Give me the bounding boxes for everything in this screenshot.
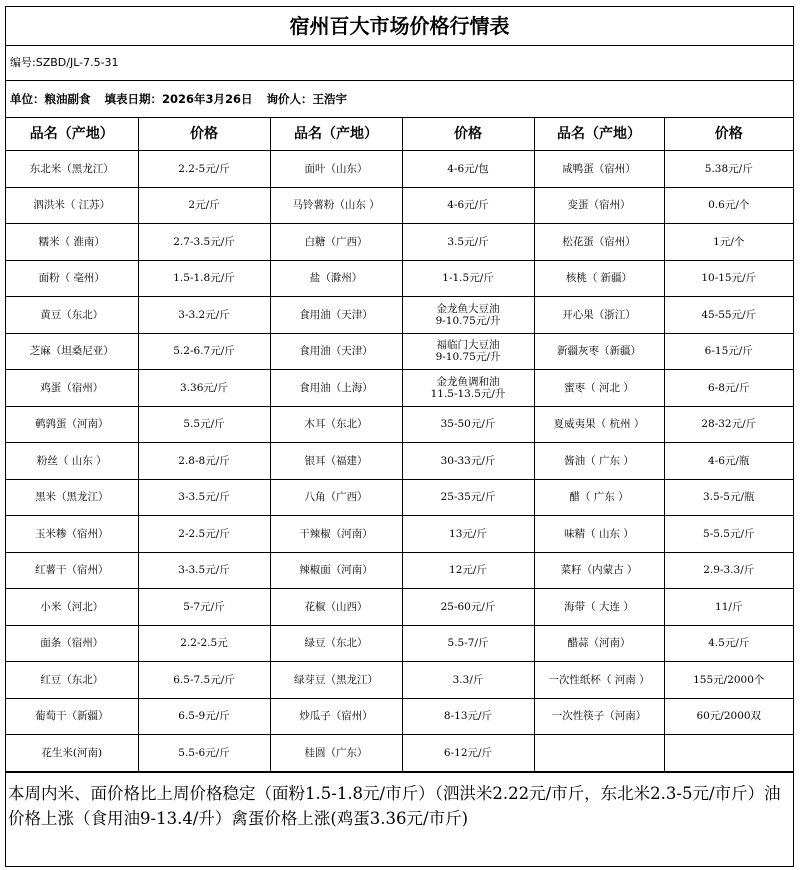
item-price: 2.2-5元/斤 xyxy=(138,151,270,188)
item-price: 福临门大豆油 9-10.75元/升 xyxy=(402,333,534,370)
item-price: 35-50元/斤 xyxy=(402,406,534,443)
column-header: 价格 xyxy=(664,118,793,151)
table-row xyxy=(6,479,793,516)
item-price: 3.5元/斤 xyxy=(402,224,534,261)
item-price: 3-3.5元/斤 xyxy=(138,552,270,589)
item-price: 13元/斤 xyxy=(402,516,534,553)
weekly-summary: 本周内米、面价格比上周价格稳定（面粉1.5-1.8元/市斤）（泗洪米2.22元/市斤，东北米2.3-5元/市斤）油价格上涨（食用油9-13.4/升）禽蛋价格上涨(鸡蛋3.36元/市斤) xyxy=(6,772,793,831)
item-price: 155元/2000个 xyxy=(664,662,793,699)
item-name: 粉丝（ 山东 ） xyxy=(6,443,138,480)
item-price: 金龙鱼大豆油 9-10.75元/升 xyxy=(402,297,534,334)
item-price: 3-3.2元/斤 xyxy=(138,297,270,334)
item-price: 6-8元/斤 xyxy=(664,370,793,407)
item-name: 八角（广西） xyxy=(270,479,402,516)
item-price xyxy=(664,735,793,772)
table-row xyxy=(6,698,793,735)
item-price: 4.5元/斤 xyxy=(664,625,793,662)
item-name: 咸鸭蛋（宿州） xyxy=(534,151,664,188)
item-name: 开心果（浙江） xyxy=(534,297,664,334)
item-price: 5.5元/斤 xyxy=(138,406,270,443)
item-name: 食用油（上海） xyxy=(270,370,402,407)
item-name: 木耳（东北） xyxy=(270,406,402,443)
item-price: 0.6元/个 xyxy=(664,187,793,224)
item-price: 5.38元/斤 xyxy=(664,151,793,188)
item-price: 8-13元/斤 xyxy=(402,698,534,735)
item-price: 12元/斤 xyxy=(402,552,534,589)
item-price: 2.8-8元/斤 xyxy=(138,443,270,480)
item-price: 6.5-9元/斤 xyxy=(138,698,270,735)
item-price: 28-32元/斤 xyxy=(664,406,793,443)
item-name: 银耳（福建） xyxy=(270,443,402,480)
item-price: 30-33元/斤 xyxy=(402,443,534,480)
item-name: 桂圆（广东） xyxy=(270,735,402,772)
item-price: 10-15元/斤 xyxy=(664,260,793,297)
item-price: 3.36元/斤 xyxy=(138,370,270,407)
item-name: 核桃（ 新疆） xyxy=(534,260,664,297)
inquirer: 询价人：王浩宇 xyxy=(266,92,348,106)
table-header-row xyxy=(6,118,793,151)
item-name: 玉米糁（宿州） xyxy=(6,516,138,553)
item-name: 醋蒜（河南） xyxy=(534,625,664,662)
column-header: 品名（产地） xyxy=(270,118,402,151)
item-name: 食用油（天津） xyxy=(270,333,402,370)
item-name: 盐（滁州） xyxy=(270,260,402,297)
item-name: 花生米(河南) xyxy=(6,735,138,772)
item-name: 面叶（山东） xyxy=(270,151,402,188)
item-name: 葡萄干（新疆） xyxy=(6,698,138,735)
item-price: 45-55元/斤 xyxy=(664,297,793,334)
item-price: 1元/个 xyxy=(664,224,793,261)
item-price: 5.5-7/斤 xyxy=(402,625,534,662)
item-price: 4-6元/瓶 xyxy=(664,443,793,480)
item-price: 6-15元/斤 xyxy=(664,333,793,370)
item-name: 芝麻（坦桑尼亚） xyxy=(6,333,138,370)
item-name: 泗洪米（ 江苏） xyxy=(6,187,138,224)
table-row xyxy=(6,735,793,772)
item-price: 11/斤 xyxy=(664,589,793,626)
item-name: 花椒（山西） xyxy=(270,589,402,626)
item-price: 金龙鱼调和油 11.5-13.5元/升 xyxy=(402,370,534,407)
item-price: 4-6元/斤 xyxy=(402,187,534,224)
item-name: 糯米（ 淮南） xyxy=(6,224,138,261)
item-name: 菜籽（内蒙古 ） xyxy=(534,552,664,589)
item-price: 3.3/斤 xyxy=(402,662,534,699)
item-name: 鸡蛋（宿州） xyxy=(6,370,138,407)
item-name: 面粉（ 亳州） xyxy=(6,260,138,297)
table-row xyxy=(6,260,793,297)
item-name: 红豆（东北） xyxy=(6,662,138,699)
item-name: 辣椒面（河南） xyxy=(270,552,402,589)
column-header: 价格 xyxy=(402,118,534,151)
item-name: 马铃薯粉（山东 ） xyxy=(270,187,402,224)
fill-date: 填表日期：2026年3月26日 xyxy=(104,92,253,106)
item-price: 2-2.5元/斤 xyxy=(138,516,270,553)
item-name: 鹌鹑蛋（河南） xyxy=(6,406,138,443)
table-row xyxy=(6,516,793,553)
document-code: 编号:SZBD/JL-7.5-31 xyxy=(6,46,793,81)
item-name: 东北米（黑龙江） xyxy=(6,151,138,188)
item-name: 味精（ 山东 ） xyxy=(534,516,664,553)
price-sheet xyxy=(5,6,794,867)
item-name: 夏威夷果（ 杭州 ） xyxy=(534,406,664,443)
item-name: 炒瓜子（宿州） xyxy=(270,698,402,735)
item-name: 食用油（天津） xyxy=(270,297,402,334)
item-name: 面条（宿州） xyxy=(6,625,138,662)
item-price: 2元/斤 xyxy=(138,187,270,224)
table-row xyxy=(6,406,793,443)
item-name: 红薯干（宿州） xyxy=(6,552,138,589)
item-name: 海带（ 大连 ） xyxy=(534,589,664,626)
item-name: 小米（河北） xyxy=(6,589,138,626)
item-price: 5-5.5元/斤 xyxy=(664,516,793,553)
item-name: 一次性筷子（河南） xyxy=(534,698,664,735)
item-name: 一次性纸杯（ 河南 ） xyxy=(534,662,664,699)
item-price: 4-6元/包 xyxy=(402,151,534,188)
table-row xyxy=(6,552,793,589)
item-name: 黄豆（东北） xyxy=(6,297,138,334)
column-header: 品名（产地） xyxy=(534,118,664,151)
column-header: 价格 xyxy=(138,118,270,151)
item-name: 松花蛋（宿州） xyxy=(534,224,664,261)
item-name: 醋（ 广东 ） xyxy=(534,479,664,516)
item-price: 25-35元/斤 xyxy=(402,479,534,516)
item-price: 1.5-1.8元/斤 xyxy=(138,260,270,297)
table-row xyxy=(6,589,793,626)
item-price: 6-12元/斤 xyxy=(402,735,534,772)
item-name: 绿芽豆（黑龙江） xyxy=(270,662,402,699)
table-row xyxy=(6,625,793,662)
column-header: 品名（产地） xyxy=(6,118,138,151)
item-name: 白糖（广西） xyxy=(270,224,402,261)
item-price: 3.5-5元/瓶 xyxy=(664,479,793,516)
item-name: 绿豆（东北） xyxy=(270,625,402,662)
table-row xyxy=(6,297,793,334)
item-price: 6.5-7.5元/斤 xyxy=(138,662,270,699)
item-price: 2.2-2.5元 xyxy=(138,625,270,662)
item-name: 干辣椒（河南） xyxy=(270,516,402,553)
table-row xyxy=(6,443,793,480)
item-price: 3-3.5元/斤 xyxy=(138,479,270,516)
item-name: 黑米（黑龙江） xyxy=(6,479,138,516)
table-row xyxy=(6,224,793,261)
item-price: 1-1.5元/斤 xyxy=(402,260,534,297)
table-row xyxy=(6,187,793,224)
table-row xyxy=(6,370,793,407)
table-row xyxy=(6,662,793,699)
item-name: 蜜枣（ 河北 ） xyxy=(534,370,664,407)
header-info-line xyxy=(6,81,793,118)
unit-label: 单位：粮油副食 xyxy=(10,92,91,106)
item-price: 2.9-3.3/斤 xyxy=(664,552,793,589)
price-table xyxy=(6,118,793,772)
table-row xyxy=(6,151,793,188)
item-name xyxy=(534,735,664,772)
item-price: 5.2-6.7元/斤 xyxy=(138,333,270,370)
sheet-title: 宿州百大市场价格行情表 xyxy=(6,7,793,46)
item-price: 2.7-3.5元/斤 xyxy=(138,224,270,261)
item-name: 变蛋（宿州） xyxy=(534,187,664,224)
table-row xyxy=(6,333,793,370)
item-price: 60元/2000双 xyxy=(664,698,793,735)
item-name: 酱油（ 广东 ） xyxy=(534,443,664,480)
item-price: 5-7元/斤 xyxy=(138,589,270,626)
item-name: 新疆灰枣（新疆） xyxy=(534,333,664,370)
item-price: 5.5-6元/斤 xyxy=(138,735,270,772)
item-price: 25-60元/斤 xyxy=(402,589,534,626)
